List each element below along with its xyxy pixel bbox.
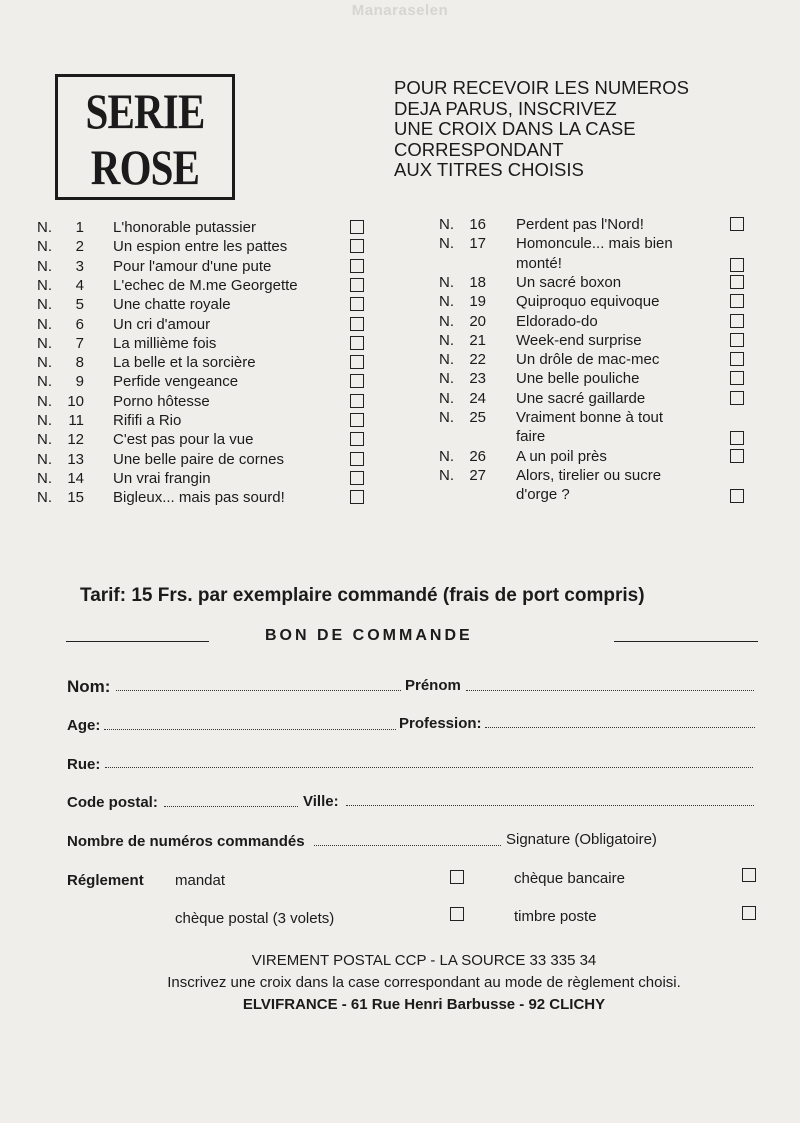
issue-title: Une belle paire de cornes bbox=[113, 451, 284, 468]
code-postal-label: Code postal: bbox=[67, 794, 158, 811]
issue-number: 8 bbox=[75, 354, 84, 371]
title-entry bbox=[37, 237, 367, 256]
serie-rose-logo bbox=[55, 74, 235, 200]
issue-number: 5 bbox=[75, 296, 84, 313]
issue-title: Vraiment bonne à tout bbox=[516, 409, 664, 426]
issue-checkbox[interactable] bbox=[350, 413, 364, 427]
intro-line: POUR RECEVOIR LES NUMEROS bbox=[394, 77, 690, 98]
issue-title: Rififi a Rio bbox=[113, 412, 182, 429]
issue-number: 17 bbox=[469, 235, 486, 252]
rue-label: Rue: bbox=[67, 756, 101, 773]
issue-prefix: N. bbox=[37, 412, 52, 429]
issue-number: 10 bbox=[67, 393, 84, 410]
intro-line: AUX TITRES CHOISIS bbox=[394, 159, 584, 180]
intro-line: CORRESPONDANT bbox=[394, 138, 564, 160]
issue-checkbox[interactable] bbox=[730, 275, 744, 289]
title-entry bbox=[37, 218, 367, 237]
issue-title: Une belle pouliche bbox=[516, 370, 640, 387]
order-form-heading: BON DE COMMANDE bbox=[265, 627, 473, 644]
title-entry bbox=[439, 215, 729, 234]
issue-title: Une chatte royale bbox=[113, 296, 231, 313]
issue-prefix: N. bbox=[439, 293, 454, 310]
issue-checkbox[interactable] bbox=[350, 432, 364, 446]
issue-title: Week-end surprise bbox=[516, 332, 642, 349]
issue-checkbox[interactable] bbox=[730, 314, 744, 328]
issue-checkbox[interactable] bbox=[350, 317, 364, 331]
profession-label: Profession: bbox=[399, 715, 482, 732]
issue-checkbox[interactable] bbox=[350, 259, 364, 273]
issue-title: Porno hôtesse bbox=[113, 393, 210, 410]
virement-postal-text: VIREMENT POSTAL CCP - LA SOURCE 33 335 34 bbox=[251, 952, 597, 969]
issue-prefix: N. bbox=[439, 370, 454, 387]
issue-number: 11 bbox=[68, 412, 84, 429]
issue-prefix: N. bbox=[37, 219, 52, 236]
heading-rule-left bbox=[66, 641, 209, 642]
issue-number: 15 bbox=[67, 489, 84, 506]
issue-prefix: N. bbox=[439, 467, 454, 484]
issue-number: 12 bbox=[67, 431, 84, 448]
issue-title: Eldorado-do bbox=[516, 313, 598, 330]
issue-prefix: N. bbox=[439, 274, 454, 291]
title-entry bbox=[439, 234, 729, 253]
title-entry bbox=[439, 466, 729, 485]
issue-number: 6 bbox=[75, 316, 84, 333]
title-entry bbox=[37, 450, 367, 469]
issue-prefix: N. bbox=[439, 351, 454, 368]
title-entry bbox=[37, 469, 367, 488]
issue-number: 19 bbox=[469, 293, 486, 310]
issue-prefix: N. bbox=[439, 332, 454, 349]
ville-field[interactable] bbox=[346, 805, 754, 806]
title-entry bbox=[37, 392, 367, 411]
issue-checkbox[interactable] bbox=[730, 391, 744, 405]
title-entry bbox=[37, 372, 367, 391]
issue-title: Perfide vengeance bbox=[113, 373, 239, 390]
issue-title: Bigleux... mais pas sourd! bbox=[113, 489, 285, 506]
issue-prefix: N. bbox=[37, 451, 52, 468]
tarif-text: Tarif: 15 Frs. par exemplaire commandé (frais de port compris) bbox=[80, 585, 645, 606]
title-entry-continued bbox=[439, 427, 729, 446]
cheque-postal-checkbox[interactable] bbox=[450, 907, 464, 921]
issue-prefix: N. bbox=[37, 354, 52, 371]
logo-line-2: ROSE bbox=[90, 139, 200, 195]
title-entry bbox=[37, 353, 367, 372]
issue-prefix: N. bbox=[37, 393, 52, 410]
issue-prefix: N. bbox=[37, 296, 52, 313]
issue-checkbox[interactable] bbox=[350, 297, 364, 311]
title-entry bbox=[37, 430, 367, 449]
issue-prefix: N. bbox=[439, 448, 454, 465]
issue-prefix: N. bbox=[439, 216, 454, 233]
issue-title: Un espion entre les pattes bbox=[113, 238, 288, 255]
issue-prefix: N. bbox=[37, 277, 52, 294]
issue-title: C'est pas pour la vue bbox=[113, 431, 254, 448]
cheque-bancaire-checkbox[interactable] bbox=[742, 868, 756, 882]
issue-number: 1 bbox=[75, 219, 84, 236]
issue-title: Homoncule... mais bien bbox=[516, 235, 673, 252]
issue-checkbox[interactable] bbox=[730, 489, 744, 503]
issue-prefix: N. bbox=[37, 258, 52, 275]
issue-number: 18 bbox=[469, 274, 486, 291]
mandat-label: mandat bbox=[175, 872, 226, 889]
timbre-poste-label: timbre poste bbox=[514, 908, 597, 925]
title-entry-continued bbox=[439, 254, 729, 273]
title-entry bbox=[37, 488, 367, 507]
intro-line: UNE CROIX DANS LA CASE bbox=[394, 118, 636, 139]
issue-number: 16 bbox=[469, 216, 486, 233]
issue-checkbox[interactable] bbox=[350, 374, 364, 388]
issue-checkbox[interactable] bbox=[730, 217, 744, 231]
issue-checkbox[interactable] bbox=[730, 333, 744, 347]
issue-checkbox[interactable] bbox=[350, 336, 364, 350]
issue-title: A un poil près bbox=[516, 448, 607, 465]
issue-prefix: N. bbox=[37, 489, 52, 506]
logo-line-1: SERIE bbox=[85, 83, 205, 139]
issue-number: 2 bbox=[75, 238, 84, 255]
issue-number: 3 bbox=[75, 258, 84, 275]
age-label: Age: bbox=[67, 717, 101, 734]
issue-checkbox[interactable] bbox=[730, 371, 744, 385]
issue-number: 20 bbox=[469, 313, 486, 330]
issue-checkbox[interactable] bbox=[350, 490, 364, 504]
issue-prefix: N. bbox=[37, 316, 52, 333]
profession-field[interactable] bbox=[485, 727, 755, 728]
issue-title: La millième fois bbox=[113, 335, 217, 352]
issue-title: La belle et la sorcière bbox=[113, 354, 256, 371]
issue-checkbox[interactable] bbox=[350, 355, 364, 369]
nom-label: Nom: bbox=[67, 677, 111, 696]
cheque-postal-label: chèque postal (3 volets) bbox=[175, 910, 335, 927]
issue-checkbox[interactable] bbox=[350, 471, 364, 485]
issue-title-continued: monté! bbox=[516, 255, 562, 272]
reglement-label: Réglement bbox=[67, 872, 144, 889]
issue-title: Un vrai frangin bbox=[113, 470, 211, 487]
issue-checkbox[interactable] bbox=[350, 278, 364, 292]
issue-title: Quiproquo equivoque bbox=[516, 293, 660, 310]
intro-instructions bbox=[394, 78, 734, 181]
title-entry bbox=[37, 257, 367, 276]
instructions-text: Inscrivez une croix dans la case correspondant au mode de règlement choisi. bbox=[167, 974, 681, 991]
issue-prefix: N. bbox=[37, 431, 52, 448]
issue-number: 24 bbox=[469, 390, 486, 407]
title-entry bbox=[37, 315, 367, 334]
issue-title: Un cri d'amour bbox=[113, 316, 211, 333]
issue-prefix: N. bbox=[37, 470, 52, 487]
issue-title: Un drôle de mac-mec bbox=[516, 351, 660, 368]
issue-checkbox[interactable] bbox=[730, 449, 744, 463]
age-field[interactable] bbox=[104, 729, 396, 730]
issue-checkbox[interactable] bbox=[730, 258, 744, 272]
publisher-address: ELVIFRANCE - 61 Rue Henri Barbusse - 92 CLICHY bbox=[242, 996, 606, 1013]
title-entry bbox=[439, 292, 729, 311]
heading-rule-right bbox=[614, 641, 758, 642]
issue-number: 23 bbox=[469, 370, 486, 387]
issue-number: 9 bbox=[75, 373, 84, 390]
issue-number: 21 bbox=[469, 332, 486, 349]
issue-number: 25 bbox=[469, 409, 486, 426]
issue-title-continued: d'orge ? bbox=[516, 486, 570, 503]
issue-title: Perdent pas l'Nord! bbox=[516, 216, 644, 233]
issue-prefix: N. bbox=[37, 373, 52, 390]
timbre-poste-checkbox[interactable] bbox=[742, 906, 756, 920]
issue-prefix: N. bbox=[439, 409, 454, 426]
title-entry bbox=[37, 276, 367, 295]
issue-prefix: N. bbox=[439, 313, 454, 330]
issue-prefix: N. bbox=[37, 335, 52, 352]
issue-checkbox[interactable] bbox=[730, 294, 744, 308]
issue-number: 7 bbox=[75, 335, 84, 352]
issue-number: 4 bbox=[75, 277, 84, 294]
ville-label: Ville: bbox=[303, 793, 339, 810]
issue-checkbox[interactable] bbox=[350, 452, 364, 466]
issue-title-continued: faire bbox=[516, 428, 546, 445]
prenom-field[interactable] bbox=[466, 690, 754, 691]
rue-field[interactable] bbox=[105, 767, 753, 768]
issue-checkbox[interactable] bbox=[730, 431, 744, 445]
prenom-label: Prénom bbox=[405, 677, 461, 694]
issue-number: 22 bbox=[469, 351, 486, 368]
issue-title: Alors, tirelier ou sucre bbox=[516, 467, 662, 484]
nombre-label: Nombre de numéros commandés bbox=[67, 833, 305, 850]
intro-line: DEJA PARUS, INSCRIVEZ bbox=[394, 97, 617, 119]
title-entry bbox=[439, 389, 729, 408]
issue-title: L'honorable putassier bbox=[113, 219, 256, 236]
cheque-bancaire-label: chèque bancaire bbox=[514, 870, 625, 887]
nombre-field[interactable] bbox=[314, 845, 501, 846]
issue-checkbox[interactable] bbox=[350, 239, 364, 253]
title-entry bbox=[439, 408, 729, 427]
title-entry bbox=[37, 411, 367, 430]
title-entry bbox=[439, 350, 729, 369]
issue-checkbox[interactable] bbox=[350, 220, 364, 234]
issue-number: 13 bbox=[67, 451, 84, 468]
title-entry bbox=[37, 295, 367, 314]
issue-prefix: N. bbox=[37, 238, 52, 255]
watermark: Manaraselen bbox=[351, 2, 449, 19]
mandat-checkbox[interactable] bbox=[450, 870, 464, 884]
issue-checkbox[interactable] bbox=[350, 394, 364, 408]
issue-prefix: N. bbox=[439, 390, 454, 407]
issue-title: L'echec de M.me Georgette bbox=[113, 277, 298, 294]
title-entry bbox=[37, 334, 367, 353]
signature-label: Signature (Obligatoire) bbox=[506, 831, 657, 848]
issue-checkbox[interactable] bbox=[730, 352, 744, 366]
issue-number: 26 bbox=[469, 448, 486, 465]
issue-title: Une sacré gaillarde bbox=[516, 390, 646, 407]
issue-prefix: N. bbox=[439, 235, 454, 252]
title-entry bbox=[439, 312, 729, 331]
title-entry-continued bbox=[439, 485, 729, 504]
issue-title: Pour l'amour d'une pute bbox=[113, 258, 272, 275]
title-entry bbox=[439, 369, 729, 388]
title-entry bbox=[439, 273, 729, 292]
title-entry bbox=[439, 331, 729, 350]
issue-number: 14 bbox=[67, 470, 84, 487]
issue-title: Un sacré boxon bbox=[516, 274, 622, 291]
nom-field[interactable] bbox=[116, 690, 401, 691]
title-entry bbox=[439, 447, 729, 466]
issue-number: 27 bbox=[469, 467, 486, 484]
code-postal-field[interactable] bbox=[164, 806, 298, 807]
